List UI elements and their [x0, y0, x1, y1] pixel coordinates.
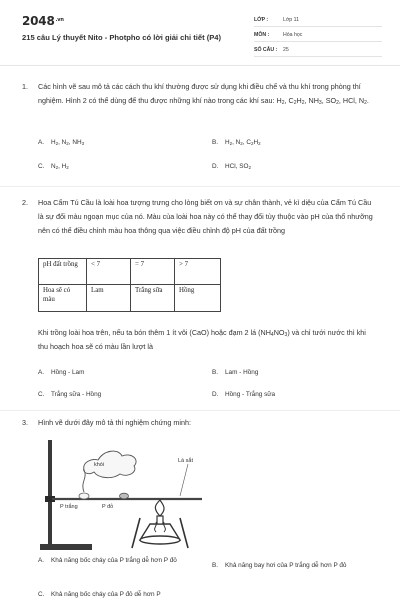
table-cell: Hoa sẽ có màu — [39, 285, 87, 312]
option-b[interactable]: B. $H_2$, $N_2$, $C_2H_2$ — [212, 139, 261, 146]
site-logo[interactable]: $2048^{.vn}$ — [22, 14, 64, 28]
option-a[interactable]: A. $H_2$, $N_2$, $NH_3$ — [38, 139, 85, 146]
divider — [0, 410, 400, 411]
table-cell: > 7 — [175, 259, 221, 285]
white-phosphorus — [79, 493, 89, 499]
table-cell: < 7 — [87, 259, 131, 285]
option-d[interactable]: D. HCl, $SO_2$ — [212, 163, 251, 170]
meta-subject: MÔN : Hóa học — [254, 30, 382, 42]
meta-grade: LỚP : Lớp 11 — [254, 15, 382, 27]
question-text: Các hình vẽ sau mô tả các cách thu khí thường được sử dụng khi điều chế và thu khí trong phòng thí nghiệm. Hình 2 có thể dùng để thu được những khí nào trong các khí sau: $H_2$, $C_2H_2$, $NH_3$, $SO_2$, HCl, $N_2$. — [38, 82, 369, 106]
table-cell: = 7 — [131, 259, 175, 285]
document-title: 215 câu Lý thuyết Nito - Photpho có lời giải chi tiết (P4) — [22, 33, 222, 42]
question-number: 3. — [22, 418, 28, 427]
page-header — [0, 0, 400, 66]
label-iron-plate: Lá sắt — [178, 458, 193, 464]
phosphorus-experiment-figure — [32, 434, 242, 554]
label-pointer — [180, 464, 188, 496]
option-b[interactable]: B. Lam - Hồng — [212, 369, 259, 376]
question-2 — [22, 196, 382, 256]
lamp-base — [140, 536, 180, 544]
option-c[interactable]: C. Trắng sữa - Hồng — [38, 391, 102, 398]
label-white-phosphorus: P trắng — [60, 504, 78, 510]
question-text: Khi trồng loài hoa trên, nếu ta bón thêm 1 ít vôi (CaO) hoặc đạm 2 lá $(NH_4NO_3)$ và chỉ tưới nước thì khi thu hoạch hoa sẽ có màu lần lượt là — [38, 328, 366, 351]
tripod-leg — [180, 518, 188, 548]
table-row — [39, 285, 221, 312]
table-row — [39, 259, 221, 285]
question-3 — [22, 416, 382, 432]
table-cell: Trắng sữa — [131, 285, 175, 312]
option-c[interactable]: C. $N_2$, $H_2$ — [38, 163, 69, 170]
question-text: Hình vẽ dưới đây mô tả thí nghiệm chứng minh: — [38, 418, 191, 427]
red-phosphorus — [120, 493, 129, 499]
stand-base — [40, 544, 92, 550]
question-2-followup — [22, 326, 382, 356]
table-cell: Hồng — [175, 285, 221, 312]
table-cell: Lam — [87, 285, 131, 312]
divider — [0, 186, 400, 187]
meta-question-count: SỐ CÂU : 25 — [254, 45, 382, 57]
tripod-leg — [132, 518, 140, 548]
ph-color-table — [38, 258, 221, 312]
option-a[interactable]: A. Khả năng bốc cháy của P trắng dễ hơn P đỏ — [38, 557, 177, 564]
label-smoke: khói — [94, 462, 105, 468]
stand-rod — [48, 440, 52, 546]
question-number: 2. — [22, 198, 28, 207]
option-d[interactable]: D. Hồng - Trắng sữa — [212, 391, 276, 398]
lamp-wick-holder — [157, 516, 163, 524]
label-red-phosphorus: P đỏ — [102, 504, 114, 510]
option-c[interactable]: C. Khả năng bốc cháy của P đỏ dễ hơn P — [38, 591, 161, 598]
option-b[interactable]: B. Khả năng bay hơi của P trắng dễ hơn P đỏ — [212, 562, 347, 569]
flame — [155, 500, 164, 516]
smoke-cloud — [83, 451, 136, 492]
option-a[interactable]: A. Hồng - Lam — [38, 369, 85, 376]
table-cell: pH đất trồng — [39, 259, 87, 285]
question-text: Hoa Cẩm Tú Cầu là loài hoa tượng trưng cho lòng biết ơn và sự chân thành, vẻ kì diệu của Cẩm Tú Cầu là sự đổi màu ngoạn mục của nó. Màu của loài hoa này có thể thay đổi tùy thuộc vào pH của thổ nhưỡng nên có thể điều chỉnh màu hoa thông qua việc điều chỉnh độ pH của đất trồng — [38, 198, 373, 235]
question-number: 1. — [22, 82, 28, 91]
